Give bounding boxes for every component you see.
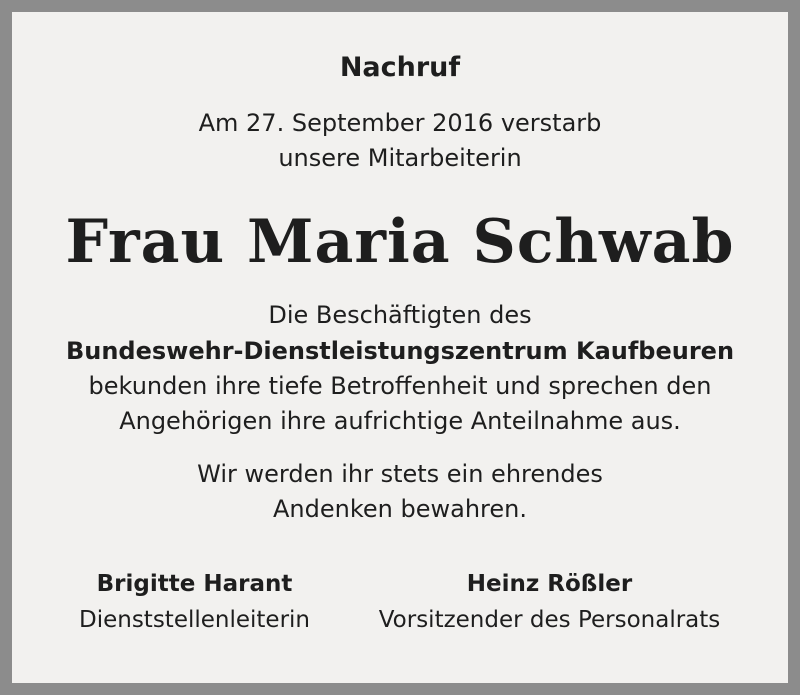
body-line-4: Angehörigen ihre aufrichtige Anteilnahme aus. bbox=[119, 407, 681, 435]
intro-line-1: Am 27. September 2016 verstarb bbox=[198, 109, 602, 137]
signatory-name: Heinz Rößler bbox=[466, 571, 633, 597]
notice-heading: Nachruf bbox=[339, 52, 461, 83]
intro-line-2: unsere Mitarbeiterin bbox=[278, 144, 522, 172]
signatory-left bbox=[67, 567, 322, 638]
signatory-name: Brigitte Harant bbox=[96, 571, 293, 597]
signatory-role: Dienststellenleiterin bbox=[78, 607, 310, 633]
signatory-role: Vorsitzender des Personalrats bbox=[378, 607, 721, 633]
organization-name: Bundeswehr-Dienstleistungszentrum Kaufbeuren bbox=[65, 337, 735, 365]
body-line-1: Die Beschäftigten des bbox=[268, 301, 532, 329]
closing-line-1: Wir werden ihr stets ein ehrendes bbox=[197, 460, 603, 488]
signatory-right bbox=[357, 567, 742, 638]
closing-line-2: Andenken bewahren. bbox=[273, 495, 527, 523]
body-line-3: bekunden ihre tiefe Betroffenheit und sprechen den bbox=[88, 372, 712, 400]
obituary-notice bbox=[12, 12, 788, 683]
deceased-name: Frau Maria Schwab bbox=[65, 207, 735, 277]
